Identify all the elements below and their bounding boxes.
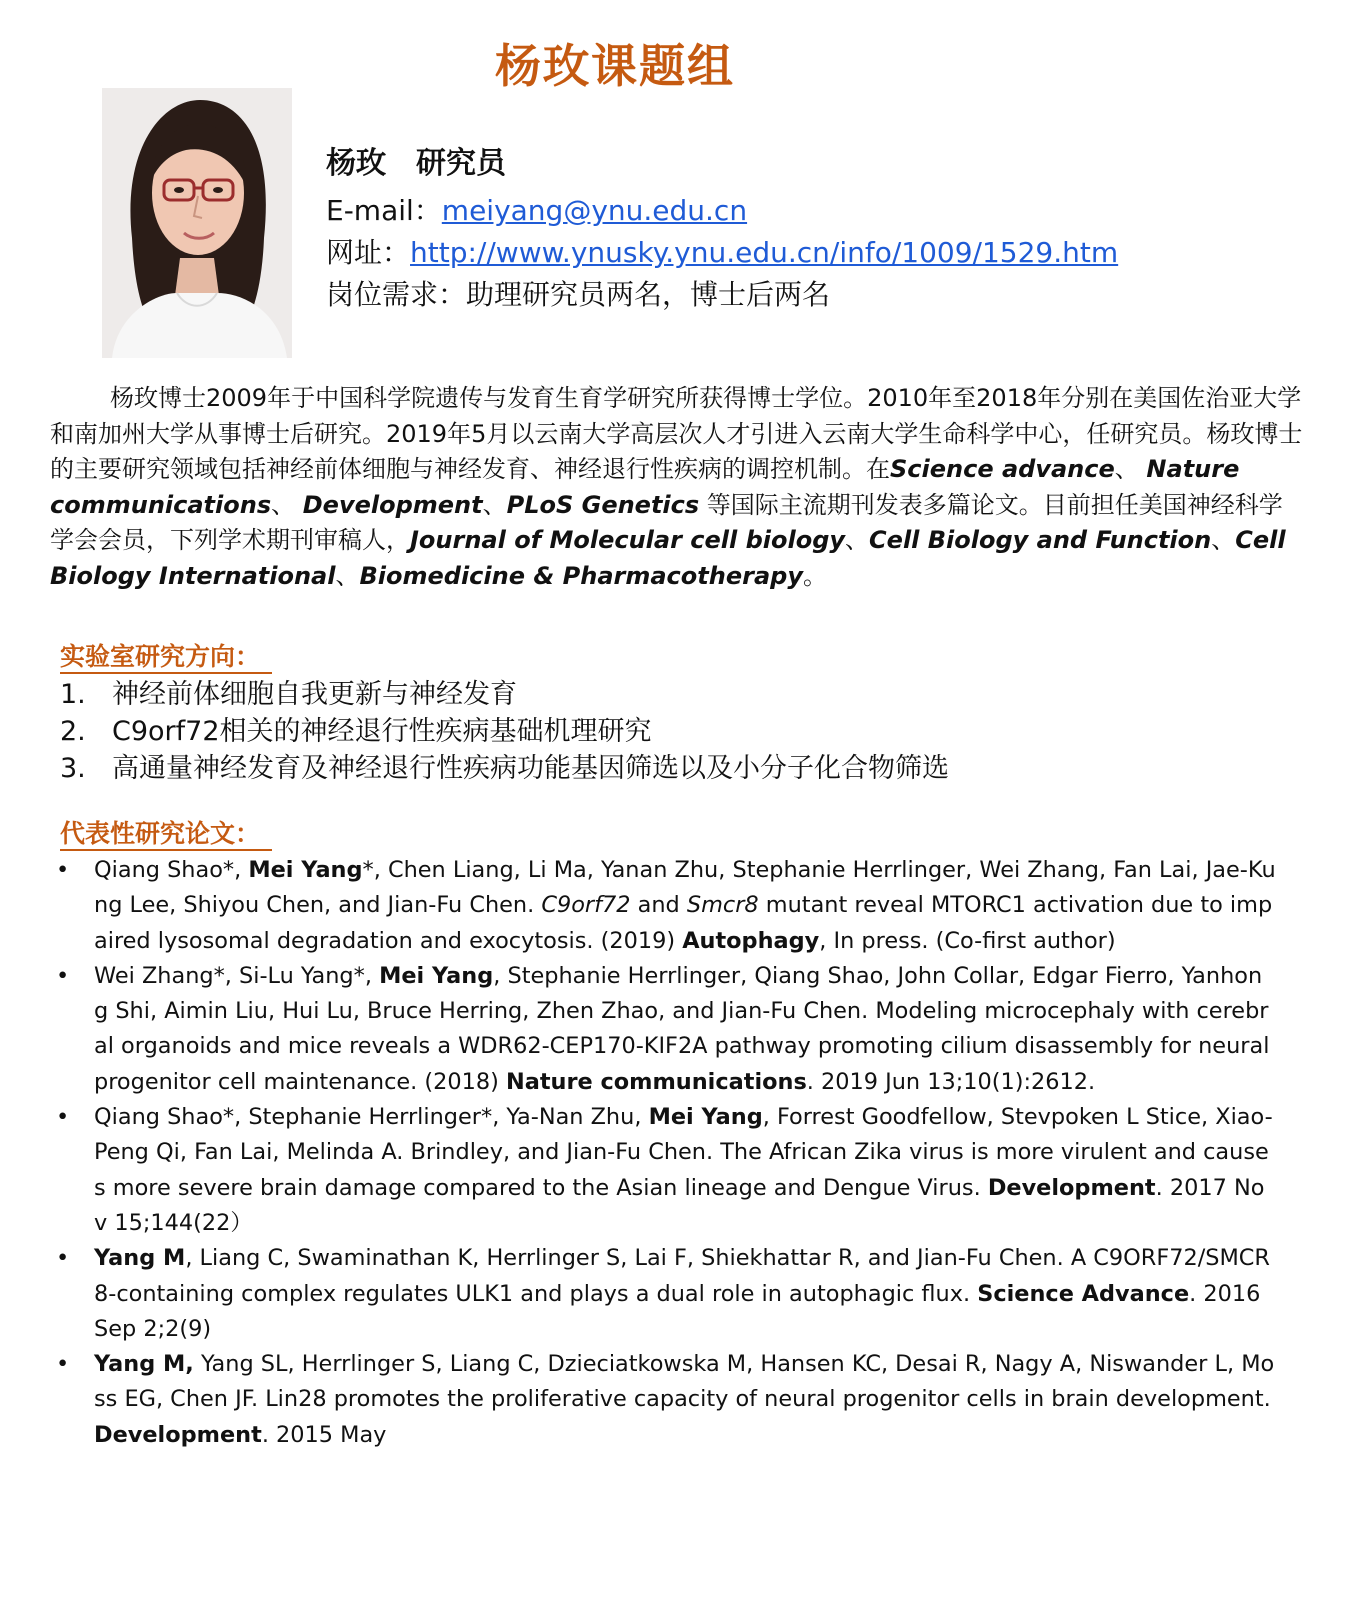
separator: 、 bbox=[845, 526, 870, 554]
email-link[interactable]: meiyang@ynu.edu.cn bbox=[441, 194, 748, 227]
author-highlight: Yang M bbox=[94, 1245, 186, 1272]
journal-name: Cell Biology and Function bbox=[869, 526, 1212, 554]
bullet-icon: • bbox=[56, 962, 70, 989]
positions-line bbox=[326, 274, 1326, 316]
journal-name: Development bbox=[987, 1174, 1156, 1201]
journal-name: Science advance bbox=[890, 455, 1115, 483]
positions-label: 岗位需求： bbox=[326, 278, 467, 311]
bullet-icon: • bbox=[56, 857, 70, 883]
list-item bbox=[60, 750, 1290, 787]
journal-name: PLoS Genetics bbox=[506, 490, 700, 519]
url-label: 网址： bbox=[326, 236, 411, 269]
list-number: 3. bbox=[60, 753, 86, 784]
url-line bbox=[326, 232, 1326, 274]
page-title: 杨玫课题组 bbox=[495, 39, 735, 93]
person-position: 研究员 bbox=[416, 146, 506, 181]
bio-text-2: 等国际主流期刊发表多篇论文。目前担任美国神经科学学会会员，下列学术期刊审稿人， bbox=[50, 490, 1283, 554]
paper-citation bbox=[94, 853, 1276, 959]
separator: 、 bbox=[335, 561, 360, 590]
gene-name: Smcr8 bbox=[686, 892, 759, 919]
citation-text: Qiang Shao*, bbox=[94, 857, 249, 883]
papers-heading: 代表性研究论文： bbox=[60, 819, 272, 851]
bullet-icon: • bbox=[56, 1351, 70, 1378]
journal-name: Development bbox=[94, 1421, 262, 1448]
paper-citation bbox=[94, 1241, 1276, 1347]
homepage-link[interactable]: http://www.ynusky.ynu.edu.cn/info/1009/1529.htm bbox=[410, 236, 1119, 269]
gene-name: C9orf72 bbox=[541, 892, 631, 919]
paper-item bbox=[56, 1100, 1276, 1241]
list-item bbox=[60, 713, 1290, 750]
person-name: 杨玫 bbox=[326, 146, 386, 181]
list-text: C9orf72相关的神经退行性疾病基础机理研究 bbox=[112, 716, 652, 747]
citation-text: . 2016 Sep 2;2(9) bbox=[94, 1280, 1261, 1342]
journal-name: Autophagy bbox=[682, 927, 820, 954]
journal-name: Cell Biology International bbox=[50, 526, 1286, 590]
portrait-illustration bbox=[102, 88, 292, 358]
directions-list bbox=[60, 676, 1290, 787]
paper-citation bbox=[94, 1347, 1276, 1453]
journal-name: Biomedicine & Pharmacotherapy bbox=[359, 561, 803, 590]
list-number: 1. bbox=[60, 679, 86, 710]
separator: 、 bbox=[482, 490, 507, 519]
citation-text: , In press. (Co-first author) bbox=[819, 927, 1116, 954]
separator: 、 bbox=[1114, 455, 1147, 483]
paper-citation bbox=[94, 959, 1276, 1100]
bullet-icon: • bbox=[56, 1245, 70, 1272]
journal-name: Science Advance bbox=[977, 1280, 1190, 1307]
bullet-icon: • bbox=[56, 1104, 70, 1131]
list-text: 高通量神经发育及神经退行性疾病功能基因筛选以及小分子化合物筛选 bbox=[112, 753, 949, 784]
citation-text: . 2015 May bbox=[261, 1421, 387, 1448]
positions-text: 助理研究员两名，博士后两名 bbox=[466, 278, 831, 311]
directions-heading: 实验室研究方向： bbox=[60, 642, 272, 674]
journal-name: Nature communications bbox=[505, 1068, 807, 1095]
journal-name: Journal of Molecular cell biology bbox=[410, 526, 846, 554]
author-highlight: Mei Yang bbox=[379, 962, 494, 989]
citation-text: . 2019 Jun 13;10(1):2612. bbox=[806, 1068, 1096, 1095]
citation-text: *, Chen Liang, Li Ma, Yanan Zhu, Stephanie Herrlinger, Wei Zhang, Fan Lai, Jae-Kung Lee, Shiyou Chen, and Jian-Fu Chen. bbox=[94, 857, 1276, 919]
email-line bbox=[326, 190, 1326, 232]
author-highlight: Mei Yang bbox=[248, 857, 363, 883]
citation-text: and bbox=[630, 892, 687, 919]
citation-text: , Liang C, Swaminathan K, Herrlinger S, Lai F, Shiekhattar R, and Jian-Fu Chen. A C9ORF72/SMCR8-containing complex regulates ULK1 and plays a dual role in autophagic flux. bbox=[94, 1245, 1270, 1307]
bio-paragraph bbox=[50, 381, 1305, 594]
citation-text: Qiang Shao*, Stephanie Herrlinger*, Ya-Nan Zhu, bbox=[94, 1104, 649, 1131]
paper-citation bbox=[94, 1100, 1276, 1241]
paper-item bbox=[56, 1347, 1276, 1453]
separator: 、 bbox=[1211, 526, 1236, 554]
portrait-photo bbox=[102, 88, 292, 358]
citation-text: . 2017 Nov 15;144(22） bbox=[94, 1174, 1265, 1236]
person-heading bbox=[326, 138, 1326, 182]
citation-text: , Forrest Goodfellow, Stevpoken L Stice, Xiao-Peng Qi, Fan Lai, Melinda A. Brindley, and Jian-Fu Chen. The African Zika virus is more virulent and causes more severe brain damage compared to the Asian lineage and Dengue Virus. bbox=[94, 1104, 1273, 1201]
list-item bbox=[60, 676, 1290, 713]
bio-end: 。 bbox=[802, 561, 827, 590]
citation-text: Wei Zhang*, Si-Lu Yang*, bbox=[94, 962, 380, 989]
paper-item bbox=[56, 1241, 1276, 1347]
list-text: 神经前体细胞自我更新与神经发育 bbox=[112, 679, 517, 710]
author-highlight: Mei Yang bbox=[648, 1104, 763, 1131]
paper-item bbox=[56, 959, 1276, 1100]
journal-name: Development bbox=[302, 490, 483, 519]
contact-block bbox=[326, 138, 1326, 316]
paper-item bbox=[56, 853, 1276, 959]
journal-name: Nature communications bbox=[50, 455, 1240, 519]
citation-text: Yang SL, Herrlinger S, Liang C, Dzieciatkowska M, Hansen KC, Desai R, Nagy A, Niswander L, Moss EG, Chen JF. Lin28 promotes the proliferative capacity of neural progenitor cells in brain development. bbox=[94, 1351, 1275, 1413]
author-highlight: Yang M, bbox=[94, 1351, 194, 1378]
separator: 、 bbox=[271, 490, 303, 519]
papers-list bbox=[56, 853, 1276, 1453]
bio-text-1: 杨玫博士2009年于中国科学院遗传与发育生育学研究所获得博士学位。2010年至2018年分别在美国佐治亚大学和南加州大学从事博士后研究。2019年5月以云南大学高层次人才引进入云南大学生命科学中心，任研究员。杨玫博士的主要研究领域包括神经前体细胞与神经发育、神经退行性疾病的调控机制。在 bbox=[50, 384, 1303, 483]
citation-text: mutant reveal MTORC1 activation due to impaired lysosomal degradation and exocytosis. (2019) bbox=[94, 892, 1273, 954]
citation-text: , Stephanie Herrlinger, Qiang Shao, John Collar, Edgar Fierro, Yanhong Shi, Aimin Liu, Hui Lu, Bruce Herring, Zhen Zhao, and Jian-Fu Chen. Modeling microcephaly with cerebral organoids and mice reveals a WDR62-CEP170-KIF2A pathway promoting cilium disassembly for neural progenitor cell maintenance. (2018) bbox=[94, 962, 1270, 1095]
email-label: E-mail： bbox=[326, 194, 442, 227]
list-number: 2. bbox=[60, 716, 86, 747]
